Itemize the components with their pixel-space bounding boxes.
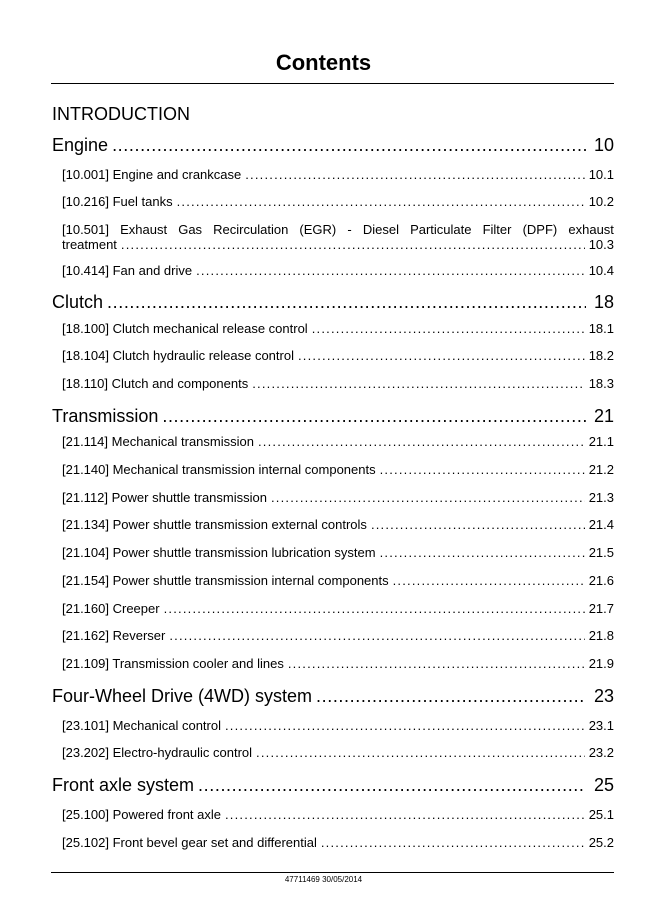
dot-leader bbox=[321, 835, 585, 851]
dot-leader bbox=[288, 656, 585, 672]
footer-rule bbox=[51, 872, 614, 873]
entry-word: Filter bbox=[482, 222, 512, 237]
entry-word: Recirculation bbox=[213, 222, 289, 237]
dot-leader bbox=[380, 462, 585, 478]
toc-entry[interactable] bbox=[62, 517, 614, 533]
entry-label: [23.101] Mechanical control bbox=[62, 718, 221, 733]
entry-label: [18.100] Clutch mechanical release control bbox=[62, 321, 308, 336]
entry-page: 10.3 bbox=[588, 237, 614, 252]
dot-leader bbox=[245, 167, 584, 183]
entry-page: 21.3 bbox=[588, 490, 614, 505]
entry-page: 18.2 bbox=[588, 348, 614, 363]
toc-entry[interactable] bbox=[62, 263, 614, 279]
entry-label: [21.109] Transmission cooler and lines bbox=[62, 656, 284, 671]
entry-page: 25.1 bbox=[588, 807, 614, 822]
entry-word: - bbox=[347, 222, 352, 237]
section-page: 25 bbox=[593, 775, 614, 795]
dot-leader bbox=[393, 573, 585, 589]
toc-entry-wrapped[interactable] bbox=[62, 222, 614, 252]
dot-leader bbox=[196, 263, 585, 279]
section-page: 10 bbox=[593, 135, 614, 155]
toc-section-transmission[interactable] bbox=[52, 406, 614, 426]
dot-leader bbox=[258, 434, 585, 450]
entry-page: 21.1 bbox=[588, 434, 614, 449]
entry-label: [21.154] Power shuttle transmission internal components bbox=[62, 573, 389, 588]
entry-label: [21.104] Power shuttle transmission lubrication system bbox=[62, 545, 376, 560]
dot-leader bbox=[164, 601, 585, 617]
header-rule bbox=[51, 83, 614, 84]
toc-entry[interactable] bbox=[62, 628, 614, 644]
section-page: 21 bbox=[593, 406, 614, 426]
dot-leader bbox=[198, 775, 586, 795]
entry-label: [18.104] Clutch hydraulic release control bbox=[62, 348, 294, 363]
dot-leader bbox=[371, 517, 585, 533]
entry-label: [10.216] Fuel tanks bbox=[62, 194, 173, 209]
entry-word: Particulate bbox=[410, 222, 472, 237]
entry-page: 21.5 bbox=[588, 545, 614, 560]
section-title: Four-Wheel Drive (4WD) system bbox=[52, 686, 313, 706]
entry-page: 21.9 bbox=[588, 656, 614, 671]
entry-label: [21.140] Mechanical transmission internal components bbox=[62, 462, 376, 477]
entry-page: 10.4 bbox=[588, 263, 614, 278]
entry-page: 21.8 bbox=[588, 628, 614, 643]
toc-section-clutch[interactable] bbox=[52, 292, 614, 312]
toc-section-front-axle[interactable] bbox=[52, 775, 614, 795]
entry-word: (DPF) bbox=[522, 222, 558, 237]
toc-entry[interactable] bbox=[62, 835, 614, 851]
toc-section-engine[interactable] bbox=[52, 135, 614, 155]
entry-label: [25.100] Powered front axle bbox=[62, 807, 221, 822]
dot-leader bbox=[256, 745, 585, 761]
toc-introduction[interactable]: INTRODUCTION bbox=[52, 104, 190, 124]
dot-leader bbox=[121, 237, 585, 252]
entry-page: 10.2 bbox=[588, 194, 614, 209]
entry-page: 18.1 bbox=[588, 321, 614, 336]
dot-leader bbox=[162, 406, 586, 426]
toc-entry[interactable] bbox=[62, 656, 614, 672]
entry-page: 21.7 bbox=[588, 601, 614, 616]
entry-page: 23.2 bbox=[588, 745, 614, 760]
toc-entry[interactable] bbox=[62, 573, 614, 589]
dot-leader bbox=[169, 628, 584, 644]
entry-label: [21.114] Mechanical transmission bbox=[62, 434, 254, 449]
page-title: Contents bbox=[275, 50, 372, 75]
toc-entry[interactable] bbox=[62, 321, 614, 337]
entry-page: 25.2 bbox=[588, 835, 614, 850]
entry-label: [18.110] Clutch and components bbox=[62, 376, 249, 391]
toc-section-4wd[interactable] bbox=[52, 686, 614, 706]
toc-entry[interactable] bbox=[62, 376, 614, 392]
dot-leader bbox=[252, 376, 584, 392]
section-title: Engine bbox=[52, 135, 109, 155]
dot-leader bbox=[177, 194, 585, 210]
toc-entry[interactable] bbox=[62, 745, 614, 761]
section-title: Clutch bbox=[52, 292, 104, 312]
page-footer: 47711469 30/05/2014 bbox=[284, 875, 363, 884]
toc-entry[interactable] bbox=[62, 194, 614, 210]
entry-label: [10.001] Engine and crankcase bbox=[62, 167, 242, 182]
entry-word: exhaust bbox=[568, 222, 614, 237]
entry-word: Exhaust bbox=[120, 222, 168, 237]
toc-entry[interactable] bbox=[62, 718, 614, 734]
entry-label-cont: treatment bbox=[62, 237, 117, 252]
entry-word: Gas bbox=[178, 222, 203, 237]
entry-page: 10.1 bbox=[588, 167, 614, 182]
dot-leader bbox=[312, 321, 585, 337]
dot-leader bbox=[112, 135, 586, 155]
entry-label: [23.202] Electro-hydraulic control bbox=[62, 745, 253, 760]
dot-leader bbox=[316, 686, 586, 706]
entry-page: 23.1 bbox=[588, 718, 614, 733]
toc-entry[interactable] bbox=[62, 490, 614, 506]
entry-page: 18.3 bbox=[588, 376, 614, 391]
entry-page: 21.2 bbox=[588, 462, 614, 477]
toc-entry[interactable] bbox=[62, 807, 614, 823]
entry-label: [10.414] Fan and drive bbox=[62, 263, 193, 278]
entry-page: 21.4 bbox=[588, 517, 614, 532]
entry-label: [21.162] Reverser bbox=[62, 628, 166, 643]
dot-leader bbox=[298, 348, 585, 364]
toc-entry[interactable] bbox=[62, 601, 614, 617]
toc-entry[interactable] bbox=[62, 462, 614, 478]
entry-word: [10.501] bbox=[62, 222, 109, 237]
entry-word: Diesel bbox=[362, 222, 399, 237]
section-title: Front axle system bbox=[52, 775, 195, 795]
section-page: 23 bbox=[593, 686, 614, 706]
toc-entry[interactable] bbox=[62, 545, 614, 561]
toc-entry[interactable] bbox=[62, 348, 614, 364]
dot-leader bbox=[271, 490, 585, 506]
section-page: 18 bbox=[593, 292, 614, 312]
entry-page: 21.6 bbox=[588, 573, 614, 588]
entry-label: [21.112] Power shuttle transmission bbox=[62, 490, 267, 505]
dot-leader bbox=[225, 807, 585, 823]
section-title: Transmission bbox=[52, 406, 159, 426]
toc-entry[interactable] bbox=[62, 167, 614, 183]
entry-label: [21.134] Power shuttle transmission external controls bbox=[62, 517, 367, 532]
entry-word: (EGR) bbox=[299, 222, 337, 237]
entry-label: [21.160] Creeper bbox=[62, 601, 160, 616]
dot-leader bbox=[380, 545, 585, 561]
toc-entry[interactable] bbox=[62, 434, 614, 450]
entry-label-line bbox=[62, 222, 614, 237]
entry-continuation bbox=[62, 237, 614, 252]
entry-label: [25.102] Front bevel gear set and differential bbox=[62, 835, 317, 850]
dot-leader bbox=[225, 718, 585, 734]
dot-leader bbox=[107, 292, 586, 312]
